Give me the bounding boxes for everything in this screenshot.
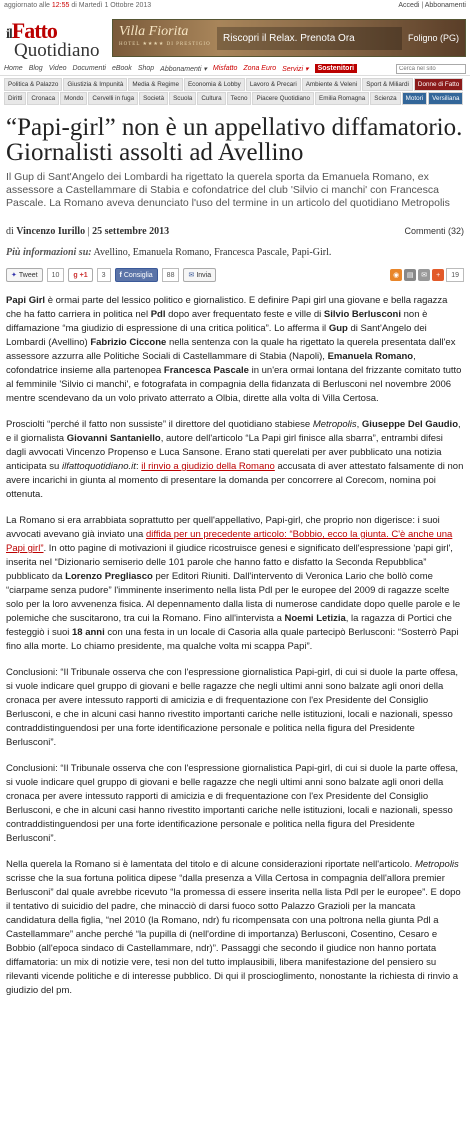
nav-misfatto[interactable]: Misfatto <box>212 65 238 72</box>
author-link[interactable]: Vincenzo Iurillo <box>16 226 86 237</box>
text-run: Metropolis <box>312 419 357 430</box>
text-run: Papi Girl <box>6 295 46 306</box>
text-run: è ormai parte del lessico politico e giornalistico. E definire Papi girl una giovane e bella ragazza che ha fatto carriera in politica nel <box>6 295 448 320</box>
article-paragraph-1 <box>6 294 464 406</box>
facebook-count: 88 <box>162 268 180 282</box>
email-icon[interactable]: ✉ <box>418 269 430 281</box>
logo-fatto: Fatto <box>11 18 57 43</box>
section-cultura[interactable]: Cultura <box>197 92 225 105</box>
account-links: Accedi | Abbonamenti <box>398 2 466 9</box>
addthis-count: 19 <box>446 268 464 282</box>
site-logo[interactable] <box>4 16 112 60</box>
inline-link[interactable]: diffida per un precedente articolo: “Bobbio, ecco la giunta. C'è anche una Papi girl” <box>6 529 453 554</box>
gplus-count: 3 <box>97 268 111 282</box>
print-icon[interactable]: ▤ <box>404 269 416 281</box>
section-lavoro[interactable]: Lavoro & Precari <box>246 78 301 91</box>
section-nav <box>0 76 470 105</box>
section-economia[interactable]: Economia & Lobby <box>184 78 245 91</box>
search-input[interactable] <box>396 64 466 74</box>
nav-blog[interactable]: Blog <box>28 65 43 72</box>
share-bar <box>0 258 470 282</box>
more-info-tags[interactable]: Avellino, Emanuela Romano, Francesca Pascale, Papi-Girl. <box>93 247 332 258</box>
byline: di Vincenzo Iurillo | 25 settembre 2013 Commenti (32) <box>6 226 464 237</box>
article-title: “Papi-girl” non è un appellativo diffamatorio. Giornalisti assolti ad Avellino <box>6 114 463 166</box>
text-run: La Romano si era arrabbiata soprattutto per quell'appellativo, Papi-girl, che proprio non digerisce: i suoi avvocati avevano già inviato una <box>6 515 440 540</box>
site-header <box>0 14 470 62</box>
text-run: , autore dell'articolo “La Papi girl finisce alla sbarra”, entrambi difesi dagli avvocati Vincenzo Propenso e Luca Sansone. Erano stati querelati per aver pubblicato una notizia anticipata su <box>6 433 443 472</box>
facebook-icon: f <box>119 271 122 279</box>
text-run: Metropolis <box>414 859 459 870</box>
nav-ebook[interactable]: eBook <box>111 65 132 72</box>
article-date: 25 settembre 2013 <box>92 226 170 237</box>
section-scienza[interactable]: Scienza <box>370 92 400 105</box>
inline-link[interactable]: il rinvio a giudizio della Romano <box>141 461 275 472</box>
text-run: Emanuela Romano <box>327 351 414 362</box>
banner-cta[interactable]: Riscopri il Relax. Prenota Ora <box>217 27 402 50</box>
section-mondo[interactable]: Mondo <box>60 92 87 105</box>
text-run: dopo aver frequentato feste e ville di <box>165 309 324 320</box>
text-run: , e il giornalista <box>6 419 461 444</box>
login-link[interactable]: Accedi <box>398 2 420 9</box>
text-run: Pdl <box>150 309 166 320</box>
text-run: 18 anni <box>72 627 105 638</box>
text-run: : <box>135 461 142 472</box>
gplus-icon: g <box>73 271 78 279</box>
more-info-label: Più informazioni su: <box>6 247 92 258</box>
banner-location: Foligno (PG) <box>407 33 459 43</box>
tweet-count: 10 <box>47 268 65 282</box>
rss-icon[interactable]: ◉ <box>390 269 402 281</box>
updated-time: 12:55 <box>51 2 70 9</box>
article-summary: Il Gup di Sant'Angelo dei Lombardi ha rigettato la querela sporta da Emanuela Romano, ex assessore a Castellammare di Stabia e cofondatrice del club 'Silvio ci manchi' con Francesca Pascale. La Romano aveva denunciato l'uso del termine in un articolo del quotidiano Metropolis <box>6 171 450 209</box>
updated-date: di Martedì 1 Ottobre 2013 <box>71 2 152 9</box>
section-cronaca[interactable]: Cronaca <box>27 92 59 105</box>
facebook-like-button[interactable] <box>115 268 158 282</box>
nav-documenti[interactable]: Documenti <box>72 65 106 72</box>
banner-brand-sub: HOTEL ★★★★ DI PRESTIGIO <box>119 42 211 47</box>
article-paragraph-2 <box>6 418 464 502</box>
section-tecno[interactable]: Tecno <box>227 92 252 105</box>
text-run: , <box>356 419 362 430</box>
text-run: di Sant'Angelo dei Lombardi (Avellino) <box>6 323 427 348</box>
text-run: Fabrizio Ciccone <box>90 337 167 348</box>
text-run: . In otto pagine di motivazioni il giudice ricostruisce genesi e significato dell'espressione 'papi girl', inserita nel “Dizionario semiserio delle 101 parole che hanno fatto e disfatto la Seconda Repubblica” pubblicato da <box>6 543 453 582</box>
comments-link[interactable]: Commenti (32) <box>404 226 464 236</box>
main-nav <box>0 62 470 76</box>
text-run: con una festa in un locale di Casoria alla quale partecipò Berlusconi: “Sosterrò Papi fino alla morte. Lo chiamo presidente, ma qualche volta mi scappa Papi”. <box>6 627 459 652</box>
section-emilia[interactable]: Emilia Romagna <box>315 92 369 105</box>
section-media[interactable]: Media & Regime <box>128 78 183 91</box>
nav-video[interactable]: Video <box>48 65 67 72</box>
ad-banner[interactable] <box>112 19 466 57</box>
gplus-button[interactable] <box>68 268 92 282</box>
text-run: Nella querela la Romano si è lamentata del titolo e di alcune considerazioni riportate nell'articolo. <box>6 859 415 870</box>
send-label: Invia <box>196 271 212 279</box>
subscribe-link[interactable]: Abbonamenti <box>424 2 466 9</box>
text-run: Giuseppe Del Gaudio <box>361 419 458 430</box>
send-button[interactable] <box>183 268 216 282</box>
section-piacere[interactable]: Piacere Quotidiano <box>252 92 314 105</box>
text-run: ilfattoquotidiano.it <box>61 461 136 472</box>
text-run: Prosciolti “perché il fatto non sussiste” il direttore del quotidiano stabiese <box>6 419 313 430</box>
nav-zona-euro[interactable]: Zona Euro <box>243 65 277 72</box>
nav-shop[interactable]: Shop <box>137 65 155 72</box>
addthis-icon[interactable]: + <box>432 269 444 281</box>
gplus-label: +1 <box>79 271 88 279</box>
section-ambiente[interactable]: Ambiente & Veleni <box>302 78 361 91</box>
article-paragraph-5: Conclusioni: “Il Tribunale osserva che con l'espressione giornalistica Papi-girl, di cui si duole la parte offesa, si vuole indicare quel gruppo di giovani e belle ragazze che negli ultimi anni sono balzate agli onori della cronaca per avere intessuto rapporti di amicizia e di frequentazione con l'ex Presidente del Consiglio Berlusconi, e che in alcuni casi hanno rivestito importanti cariche nelle istituzioni, locali e nazionali, spesso contraddistinguendosi per una forte identificazione personale e politica nella figura del Presidente Berlusconi”. <box>6 763 459 844</box>
text-run: , la ragazza di Portici che festeggiò i suoi <box>6 613 452 638</box>
send-icon: ✉ <box>188 272 195 279</box>
article-paragraph-6 <box>6 858 464 998</box>
nav-servizi[interactable]: Servizi ▾ <box>282 65 309 73</box>
text-run: non è diffamazione “ma giudizio di espressione di una critica politica”. Lo afferma il <box>6 309 428 334</box>
facebook-like-label: Consiglia <box>123 271 153 279</box>
text-run: Francesca Pascale <box>163 365 249 376</box>
article-tools <box>390 268 464 282</box>
nav-abbonamenti[interactable]: Abbonamenti ▾ <box>160 65 207 73</box>
tweet-label: Tweet <box>18 271 38 279</box>
text-run: Giovanni Santaniello <box>66 433 161 444</box>
article-body <box>0 282 470 998</box>
section-societa[interactable]: Società <box>139 92 168 105</box>
section-versiliana[interactable]: Versiliana <box>428 92 463 105</box>
logo-il: il <box>6 27 12 42</box>
top-bar <box>0 0 470 14</box>
article-paragraph-3 <box>6 514 464 654</box>
text-run: Silvio Berlusconi <box>323 309 401 320</box>
section-cervelli[interactable]: Cervelli in fuga <box>88 92 138 105</box>
section-donne[interactable]: Donne di Fatto <box>414 78 463 91</box>
text-run: Gup <box>328 323 348 334</box>
text-run: , cofondatrice insieme alla partenopea <box>6 351 416 376</box>
banner-brand-name: Villa Fiorita <box>119 24 189 39</box>
tweet-button[interactable] <box>6 268 43 282</box>
last-updated <box>4 2 151 14</box>
section-diritti[interactable]: Diritti <box>4 92 26 105</box>
text-run: scrisse che la sua fortuna politica dipese “dalla presenza a Villa Certosa in compagnia dell'allora premier Berlusconi” dal quale avrebbe ricevuto “la promessa di essere inserita nella lista Pdl per le europee”. E dopo il tentativo di suicidio del padre, che minacciò di darsi fuoco sotto Palazzo Grazioli per la mancata candidatura della figlia, “nel 2010 (la Romano, ndr) fu ricompensata con una poltrona nella giunta Pdl a Castellammare” anche perché “la pupilla di (nell'ordine di importanza) Berlusconi, Cosentino, Cesaro e Bobbio (all'epoca sindaco di Castellammare, ndr)”. Passaggi che secondo il giudice non hanno portata diffamatoria: un mix di notizie vere, tesi non del tutto implausibili, libera manifestazione del pensiero su rilevanti vicende politiche e di interesse pubblico. Di qui il proscioglimento, nonostante la richiesta di rinvio a giudizio del pm. <box>6 873 461 996</box>
nav-home[interactable]: Home <box>4 65 23 72</box>
text-run: nella sentenza con la quale ha rigettato la querela presentata dall'ex assessore azzurra alle Politiche Sociali di Castellammare di Stabia (Napoli), <box>6 337 456 362</box>
twitter-icon: ✦ <box>11 272 17 279</box>
section-politica[interactable]: Politica & Palazzo <box>4 78 62 91</box>
text-run: Lorenzo Pregliasco <box>65 571 153 582</box>
text-run: accusata di aver attestato falsamente di non avere incarichi in giunta al momento di presentare la domanda per concorrere al Corecom, nomina poi ottenuta. <box>6 461 464 500</box>
text-run: in un'era ormai lontana del frizzante comitato tutto al femminile 'Silvio ci manchi', e fotografata in compagnia della fidanzata di Berlusconi nel novembre 2006 mentre scendevano da un volo privato atterrato a Olbia, dirette alla volta di Villa Certosa. <box>6 365 462 404</box>
logo-quotidiano: Quotidiano <box>14 40 100 61</box>
more-info <box>0 237 470 258</box>
text-run: per Editori Riuniti. Dall'intervento di Veronica Lario che bollò come “ciarpame senza pudore” l'imminente inserimento nella lista Pdl per le europee del 2009 di ragazze scelte solo per la loro avvenenza fisica. Al depennamento dalla lista di numerose candidate dopo quelle parole e le polemiche che suscitarono, tra cui la Romano. Fino all'intervista a <box>6 571 461 624</box>
nav-sostenitori[interactable]: Sostenitori <box>315 64 358 73</box>
section-motori[interactable]: Motori <box>402 92 428 105</box>
byline-prefix: di <box>6 226 14 237</box>
updated-prefix: aggiornato alle <box>4 2 50 9</box>
section-scuola[interactable]: Scuola <box>169 92 196 105</box>
banner-brand <box>119 25 211 51</box>
text-run: Noemi Letizia <box>284 613 346 624</box>
section-sport[interactable]: Sport & Miliardi <box>362 78 413 91</box>
article-paragraph-4: Conclusioni: “Il Tribunale osserva che con l'espressione giornalistica Papi-girl, di cui si duole la parte offesa, si vuole indicare quel gruppo di giovani e belle ragazze che negli ultimi anni sono balzate agli onori della cronaca per avere intessuto rapporti di amicizia e di frequentazione con l'ex Presidente del Consiglio Berlusconi, e che in alcuni casi hanno rivestito importanti cariche nelle istituzioni, locali e nazionali, spesso contraddistinguendosi per una forte identificazione personale e politica nella figura del Presidente Berlusconi”. <box>6 667 459 748</box>
section-giustizia[interactable]: Giustizia & Impunità <box>63 78 127 91</box>
